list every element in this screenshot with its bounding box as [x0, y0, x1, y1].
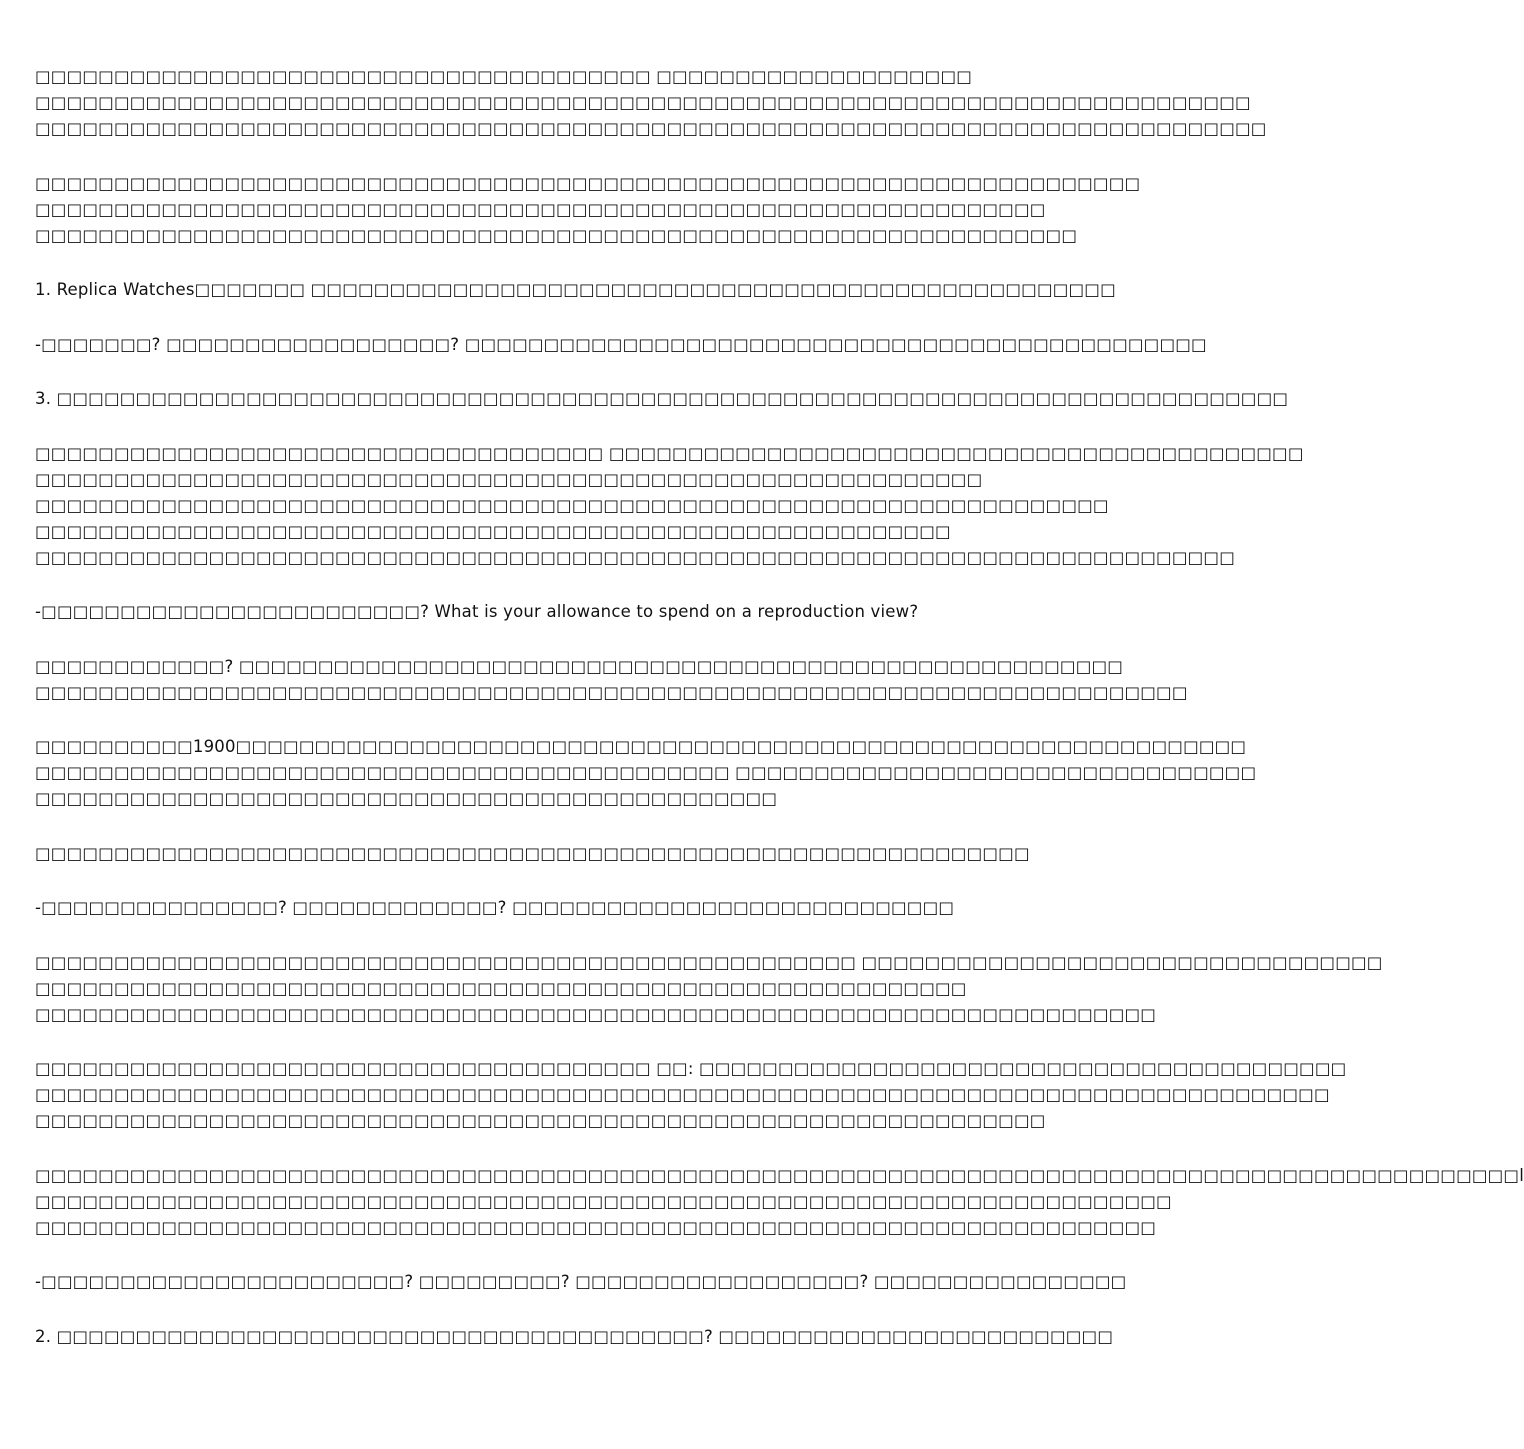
text-line: □□□□□□□□□□□□□□□□□□□□□□□□□□□□□□□□□□□□□□□□□□□□□□□ [35, 789, 778, 808]
text-line: □□□□□□□□□□□□□□□□□□□□□□□□□□□□□□□□□□□□□□□□□□□□□□□□□□□□□□□□□□□□□□□□□□□□ [35, 495, 1109, 515]
paragraph [35, 441, 1304, 571]
text-line: □□□□□□□□□□□□□□□□□□□□□□□□□□□□□□□□□□□□□□□□□□□□□□□□□□□□□□□□□□□□□□□□□□□□□□□□□ [35, 682, 1188, 702]
text-line: □□□□□□□□□□□□□□□□□□□□□□□□□□□□□□□□□□□□□□□□□□□□□□□□□□□□□□□□□□□□□□□□□□□□□□□□□□□□ [35, 547, 1236, 567]
text-line: -□□□□□□□? □□□□□□□□□□□□□□□□□□? □□□□□□□□□□□□□□□□□□□□□□□□□□□□□□□□□□□□□□□□□□□□□□□ [35, 334, 1207, 354]
paragraph [35, 841, 1030, 867]
text-line: □□□□□□□□□□1900□□□□□□□□□□□□□□□□□□□□□□□□□□□□□□□□□□□□□□□□□□□□□□□□□□□□□□□□□□□□□□□□ [35, 737, 1247, 756]
text-line: □□□□□□□□□□□□□□□□□□□□□□□□□□□□□□□□□□□□□□□□□□□□□□□□□□□□□□□□□□□□□□□□□□□□□□ [35, 173, 1141, 193]
paragraph [35, 1056, 1347, 1134]
text-line: -□□□□□□□□□□□□□□□□□□□□□□□? □□□□□□□□□? □□□□□□□□□□□□□□□□□□? □□□□□□□□□□□□□□□□ [35, 1272, 1127, 1291]
text-line: □□□□□□□□□□□□□□□□□□□□□□□□□□□□□□□□□□□□□□□ □□□□□□□□□□□□□□□□□□□□ [35, 67, 973, 86]
paragraph [35, 64, 1267, 142]
text-line: 2. □□□□□□□□□□□□□□□□□□□□□□□□□□□□□□□□□□□□□□□□□? □□□□□□□□□□□□□□□□□□□□□□□□□ [35, 1326, 1114, 1346]
text-line: □□□□□□□□□□□□□□□□□□□□□□□□□□□□□□□□□□□□□□□□□□□□□□□□□□□□□□□□□□□□ [35, 469, 983, 489]
paragraph [35, 332, 1207, 358]
paragraph [35, 895, 1024, 921]
text-line: □□□□□□□□□□□□□□□□□□□□□□□□□□□□□□□□□□□□ □□□□□□□□□□□□□□□□□□□□□□□□□□□□□□□□□□□□□□□□□□□□ [35, 443, 1304, 463]
text-line: □□□□□□□□□□□□? □□□□□□□□□□□□□□□□□□□□□□□□□□□□□□□□□□□□□□□□□□□□□□□□□□□□□□□□ [35, 656, 1124, 676]
text-line: □□□□□□□□□□□□□□□□□□□□□□□□□□□□□□□□□□□□□□□□□□□□□□□□□□□□□□□□□□□□□□□□□□□□□□□□□□□□□□□□□□□□□□□□□□□□□□l [35, 1165, 1524, 1185]
paragraph [35, 171, 1141, 249]
text-line: □□□□□□□□□□□□□□□□□□□□□□□□□□□□□□□□□□□□□□□□□□□□□□□□□□□□□□□□□□□ [35, 978, 967, 998]
paragraph [35, 734, 1257, 812]
paragraph [35, 950, 1383, 1028]
text-line: □□□□□□□□□□□□□□□□□□□□□□□□□□□□□□□□□□□□□□□□□□□□□□□□□□□□□□□□□□□□□□□□□□□□□□□□□□□□□□□□□□ [35, 1085, 1330, 1104]
text-line: □□□□□□□□□□□□□□□□□□□□□□□□□□□□□□□□□□□□□□□□□□□□□□□□□□□□□□□□□□□□□□□□□□ [35, 225, 1078, 245]
text-line: □□□□□□□□□□□□□□□□□□□□□□□□□□□□□□□□□□□□□□□□□□□□□□□□□□□□□□□□□□□□□□□□ [35, 1111, 1046, 1130]
paragraph [35, 386, 1289, 412]
text-line: □□□□□□□□□□□□□□□□□□□□□□□□□□□□□□□□□□□□□□□ □□: □□□□□□□□□□□□□□□□□□□□□□□□□□□□□□□□□□□□□□□□□ [35, 1059, 1347, 1078]
paragraph [35, 1324, 1114, 1350]
text-line: 1. Replica Watches□□□□□□□ □□□□□□□□□□□□□□□□□□□□□□□□□□□□□□□□□□□□□□□□□□□□□□□□□□□ [35, 280, 1116, 299]
text-line: □□□□□□□□□□□□□□□□□□□□□□□□□□□□□□□□□□□□□□□□□□□□□□□□□□□□□□□□□□□□□□□□ [35, 199, 1046, 219]
paragraph [35, 277, 1116, 303]
paragraph [35, 654, 1188, 706]
paragraph [35, 599, 1024, 625]
text-line: □□□□□□□□□□□□□□□□□□□□□□□□□□□□□□□□□□□□□□□□□□□□□□□□□□□□□□□□□□□□□□□ [35, 843, 1030, 863]
text-line: □□□□□□□□□□□□□□□□□□□□□□□□□□□□□□□□□□□□□□□□□□□□ □□□□□□□□□□□□□□□□□□□□□□□□□□□□□□□□□ [35, 763, 1257, 782]
text-line: □□□□□□□□□□□□□□□□□□□□□□□□□□□□□□□□□□□□□□□□□□□□□□□□□□□□□□□□□□□□□□□□□□□□□□□□ [35, 1191, 1172, 1211]
text-line: -□□□□□□□□□□□□□□□□□□□□□□□□? What is your allowance to spend on a reproduction view? [35, 602, 919, 621]
paragraph [35, 1163, 1524, 1241]
text-line: □□□□□□□□□□□□□□□□□□□□□□□□□□□□□□□□□□□□□□□□□□□□□□□□□□□□ □□□□□□□□□□□□□□□□□□□□□□□□□□□□□□□□□ [35, 952, 1383, 972]
paragraph [35, 1269, 1127, 1295]
text-line: □□□□□□□□□□□□□□□□□□□□□□□□□□□□□□□□□□□□□□□□□□□□□□□□□□□□□□□□□□□□□□□□□□□□□□□□□□□□□ [35, 93, 1251, 112]
text-line: -□□□□□□□□□□□□□□□? □□□□□□□□□□□□□? □□□□□□□□□□□□□□□□□□□□□□□□□□□□ [35, 898, 955, 917]
text-line: □□□□□□□□□□□□□□□□□□□□□□□□□□□□□□□□□□□□□□□□□□□□□□□□□□□□□□□□□□ [35, 521, 951, 541]
text-line: □□□□□□□□□□□□□□□□□□□□□□□□□□□□□□□□□□□□□□□□□□□□□□□□□□□□□□□□□□□□□□□□□□□□□□□ [35, 1217, 1157, 1237]
text-line: 3. □□□□□□□□□□□□□□□□□□□□□□□□□□□□□□□□□□□□□□□□□□□□□□□□□□□□□□□□□□□□□□□□□□□□□□□□□□□□□□ [35, 389, 1289, 408]
text-line: □□□□□□□□□□□□□□□□□□□□□□□□□□□□□□□□□□□□□□□□□□□□□□□□□□□□□□□□□□□□□□□□□□□□□□□ [35, 1004, 1157, 1024]
text-line: □□□□□□□□□□□□□□□□□□□□□□□□□□□□□□□□□□□□□□□□□□□□□□□□□□□□□□□□□□□□□□□□□□□□□□□□□□□□□□ [35, 119, 1267, 138]
